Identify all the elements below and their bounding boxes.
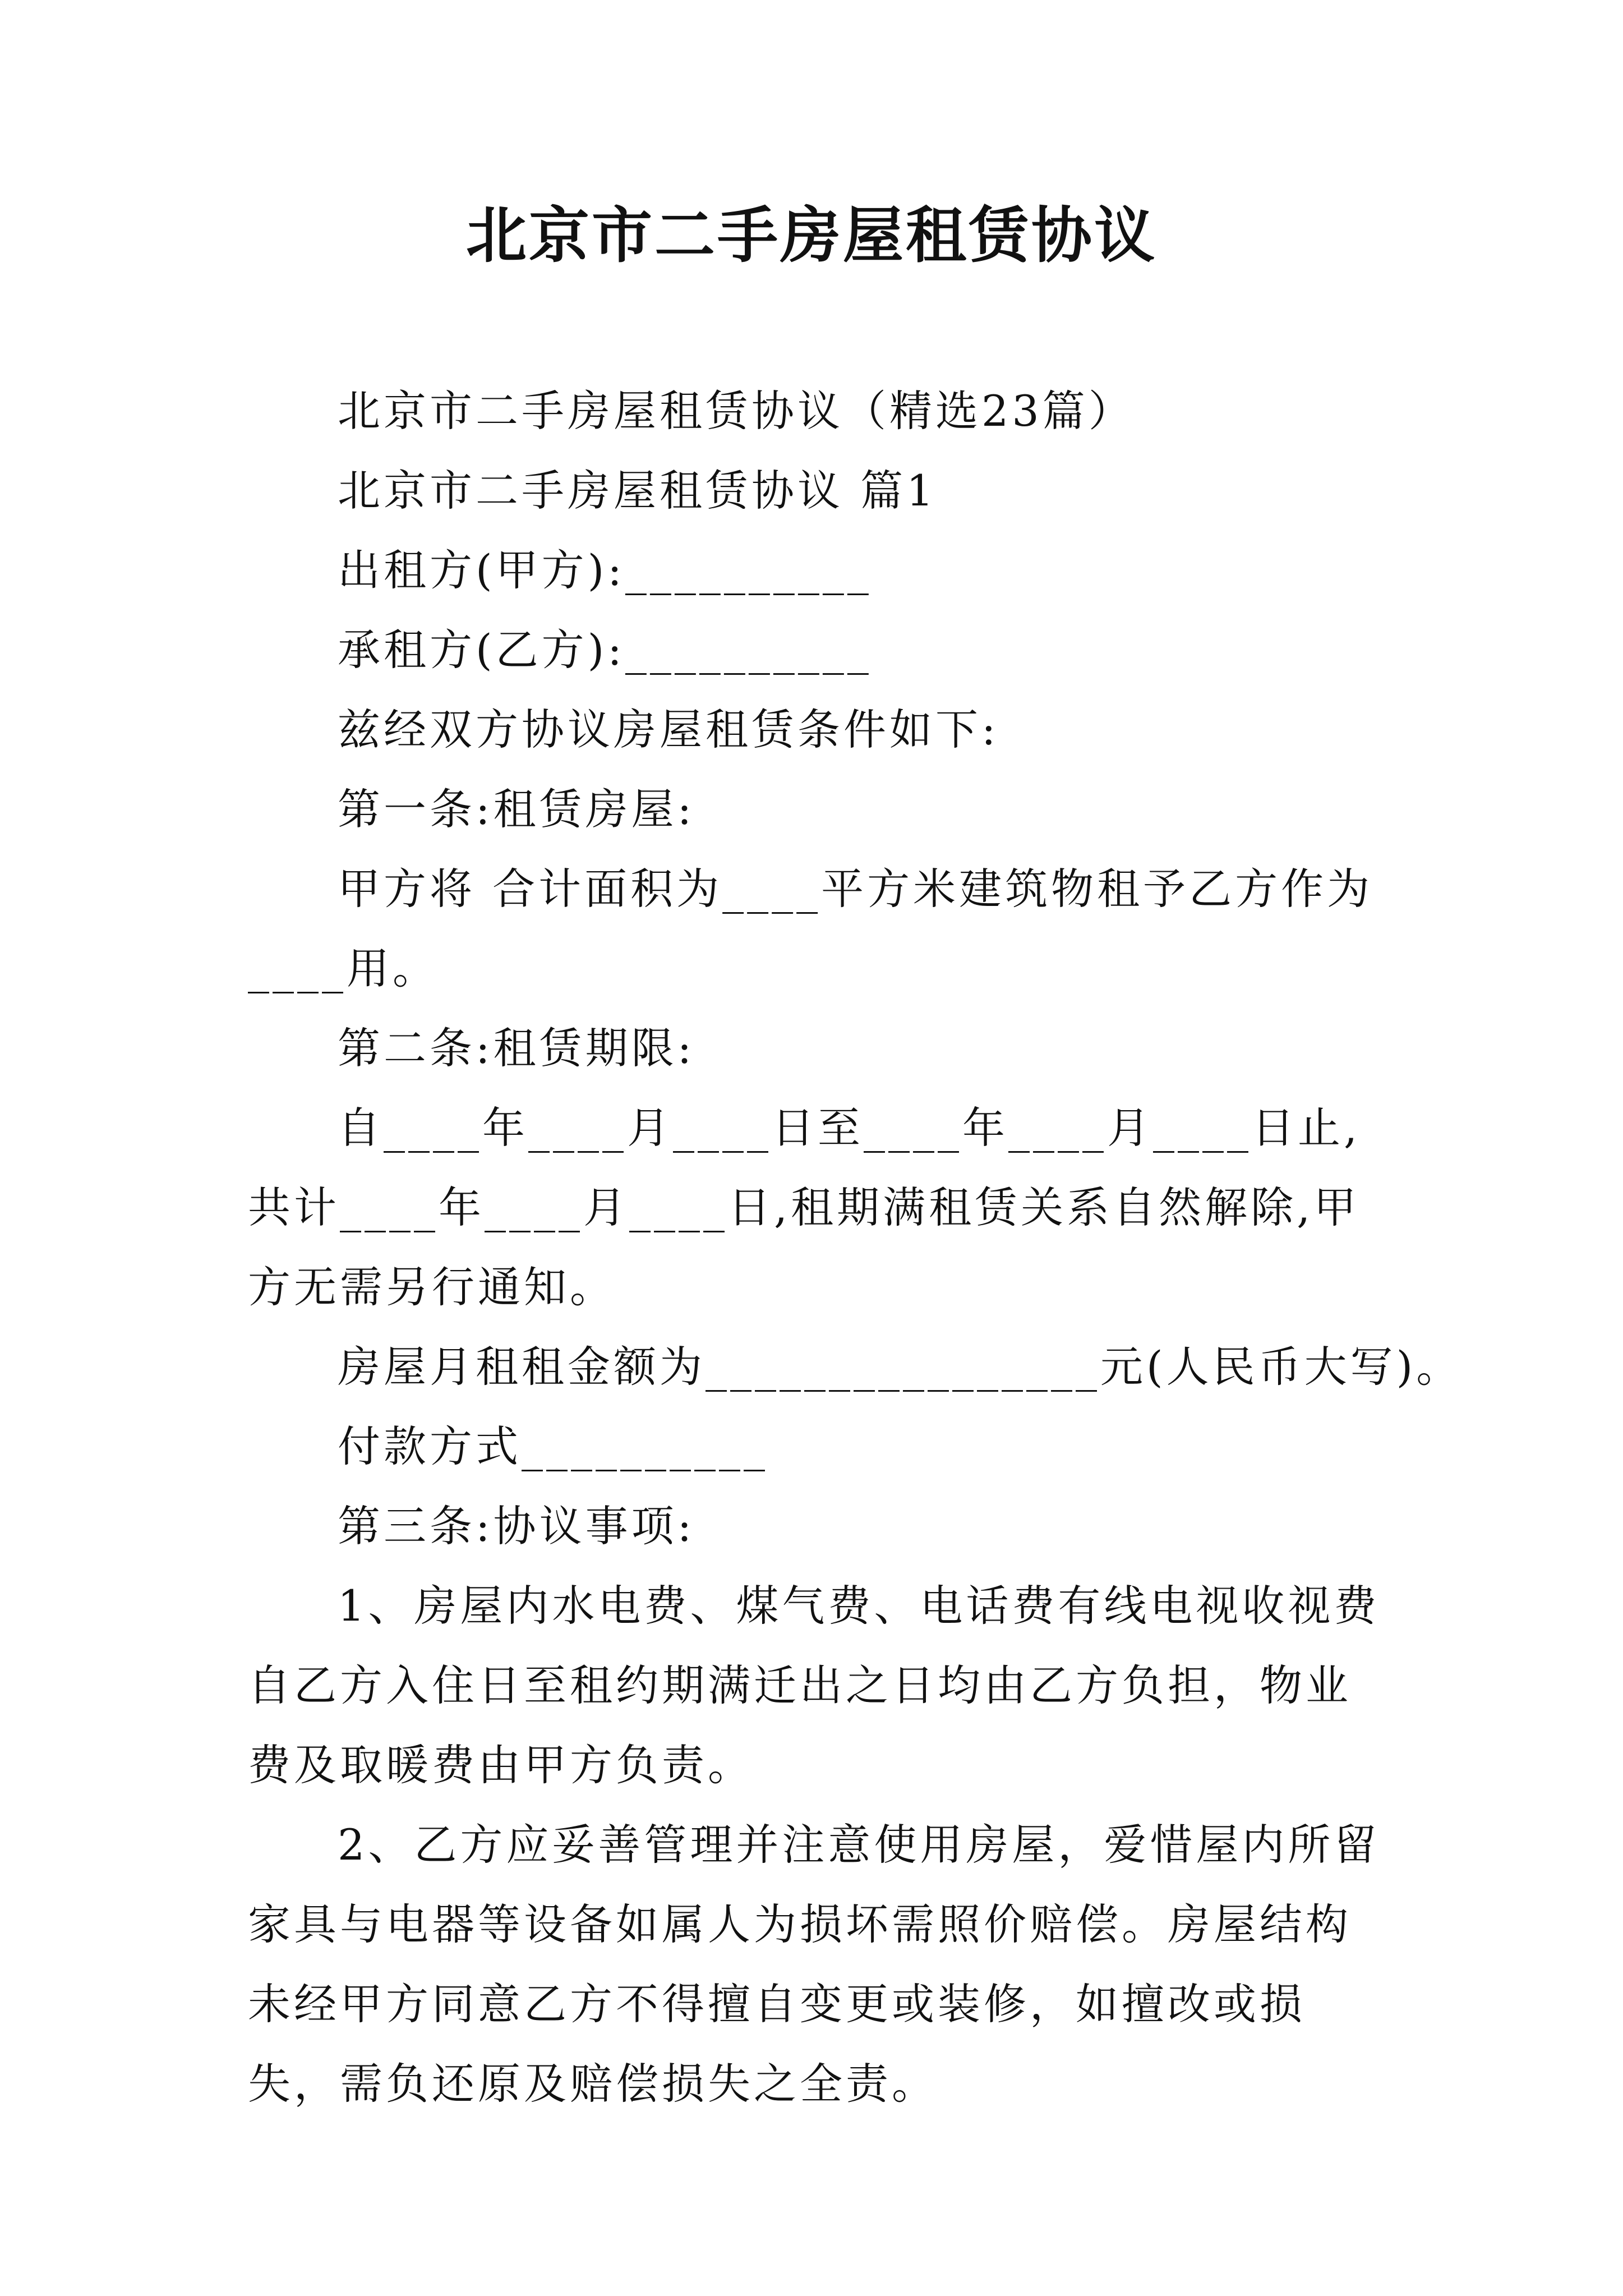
paragraph: 北京市二手房屋租赁协议（精选23篇） [338, 386, 1135, 436]
paragraph: 付款方式__________ [338, 1421, 768, 1471]
paragraph: 2、乙方应妥善管理并注意使用房屋，爱惜屋内所留家具与电器等设备如属人为损坏需照价赔偿。房屋结构未经甲方同意乙方不得擅自变更或装修，如擅改或损失，需负还原及赔偿损失之全责。 [248, 1820, 1380, 2109]
paragraph: 第二条:租赁期限: [338, 1023, 695, 1073]
document-title: 北京市二手房屋租赁协议 [465, 200, 1157, 271]
paragraph: 兹经双方协议房屋租赁条件如下: [338, 705, 999, 754]
paragraph: 房屋月租租金额为________________元(人民币大写)。 [338, 1342, 1463, 1392]
paragraph: 第一条:租赁房屋: [338, 784, 695, 834]
paragraph: 承租方(乙方):__________ [338, 625, 872, 675]
paragraph: 出租方(甲方):__________ [338, 545, 872, 595]
paragraph: 第三条:协议事项: [338, 1501, 695, 1551]
paragraph: 甲方将 合计面积为____平方米建筑物租予乙方作为____用。 [248, 864, 1373, 993]
document-body [248, 371, 1463, 2124]
paragraph: 北京市二手房屋租赁协议 篇1 [338, 466, 937, 516]
paragraph: 自____年____月____日至____年____月____日止,共计____年____月____日,租期满租赁关系自然解除,甲方无需另行通知。 [248, 1103, 1361, 1312]
paragraph: 1、房屋内水电费、煤气费、电话费有线电视收视费自乙方入住日至租约期满迁出之日均由乙方负担，物业费及取暖费由甲方负责。 [248, 1581, 1380, 1790]
